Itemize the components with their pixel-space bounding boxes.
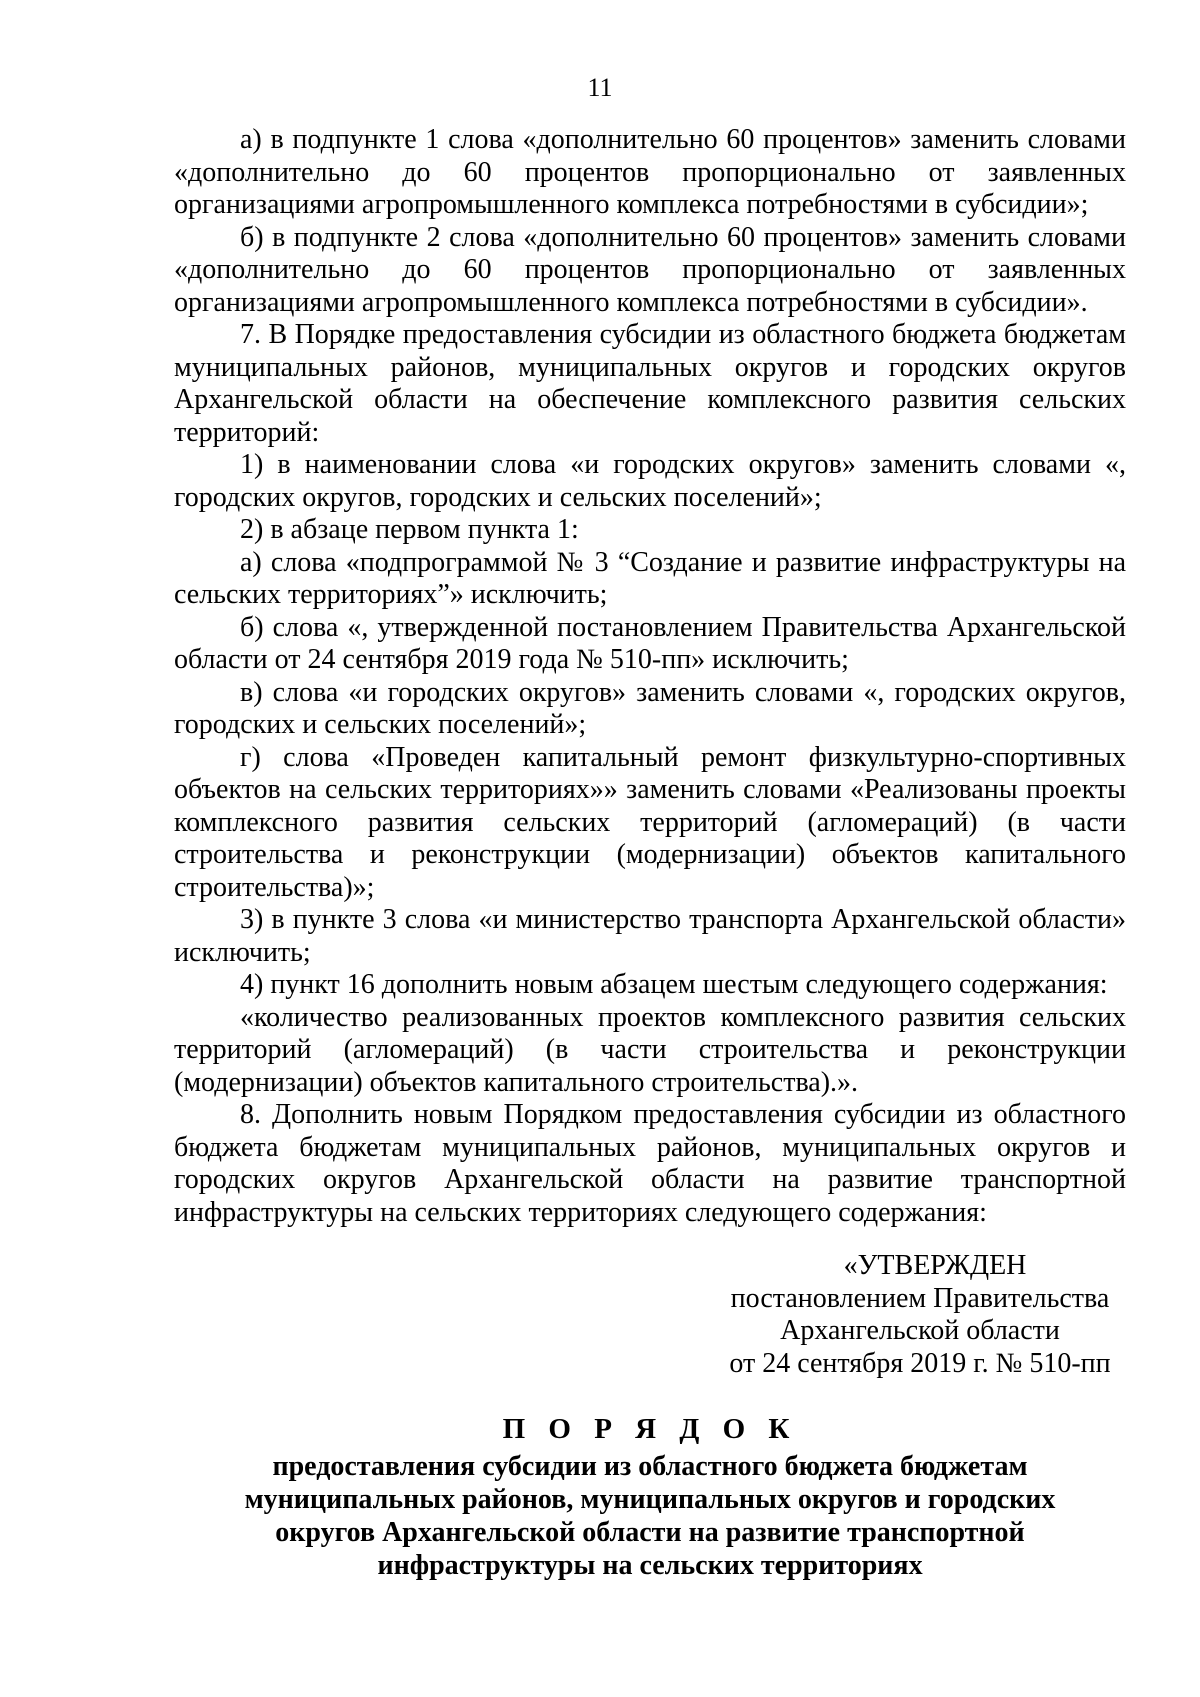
paragraph-subitem-4: 4) пункт 16 дополнить новым абзацем шестым следующего содержания: xyxy=(240,969,1108,1000)
paragraph-amendment-b: б) в подпункте 2 слова «дополнительно 60 процентов» заменить словами «дополнительно до 60 процентов пропорционально от заявленных организациями агропромышленного комплекса потребностями в субсидии». xyxy=(174,221,1126,318)
order-subtitle-line-4: инфраструктуры на сельских территориях xyxy=(377,1550,923,1581)
order-subtitle-line-3: округов Архангельской области на развитие транспортной xyxy=(275,1517,1025,1548)
paragraph-item-8: 8. Дополнить новым Порядком предоставления субсидии из областного бюджета бюджетам муниципальных районов, муниципальных округов и городских округов Архангельской области на развитие транспортной инфраструктуры на сельских территориях следующего содержания: xyxy=(174,1099,1126,1228)
paragraph-subitem-2a: а) слова «подпрограммой № 3 “Создание и развитие инфраструктуры на сельских территориях”» исключить; xyxy=(174,546,1126,610)
approval-line-resolution: постановлением Правительства xyxy=(730,1282,1110,1314)
page-number: 11 xyxy=(587,73,613,102)
paragraph-subitem-2b: б) слова «, утвержденной постановлением Правительства Архангельской области от 24 сентября 2019 года № 510-пп» исключить; xyxy=(174,611,1126,675)
paragraph-subitem-1: 1) в наименовании слова «и городских округов» заменить словами «, городских округов, городских и сельских поселений»; xyxy=(174,449,1126,513)
paragraph-subitem-2: 2) в абзаце первом пункта 1: xyxy=(240,514,579,545)
paragraph-item-7: 7. В Порядке предоставления субсидии из областного бюджета бюджетам муниципальных районов, муниципальных округов и городских округов Архангельской области на обеспечение комплексного развития сельских территорий: xyxy=(174,319,1126,448)
approval-stamp-block xyxy=(700,1250,1140,1380)
paragraph-subitem-2g: г) слова «Проведен капитальный ремонт физкультурно-спортивных объектов на сельских территориях»» заменить словами «Реализованы проекты комплексного развития сельских территорий (агломераций) (в части строительства и реконструкции (модернизации) объектов капитального строительства)»; xyxy=(174,741,1126,903)
order-title-block xyxy=(174,1412,1126,1582)
approval-line-date-number: от 24 сентября 2019 г. № 510-пп xyxy=(729,1347,1111,1379)
approval-line-region: Архангельской области xyxy=(780,1315,1060,1346)
paragraph-amendment-a: а) в подпункте 1 слова «дополнительно 60 процентов» заменить словами «дополнительно до 60 процентов пропорционально от заявленных организациями агропромышленного комплекса потребностями в субсидии»; xyxy=(174,124,1126,220)
order-subtitle-line-1: предоставления субсидии из областного бюджета бюджетам xyxy=(272,1451,1028,1482)
document-body xyxy=(174,124,1126,1229)
approval-line-approved: «УТВЕРЖДЕН xyxy=(843,1250,1027,1281)
paragraph-subitem-3: 3) в пункте 3 слова «и министерство транспорта Архангельской области» исключить; xyxy=(174,904,1126,968)
order-heading: П О Р Я Д О К xyxy=(502,1413,798,1445)
order-subtitle-line-2: муниципальных районов, муниципальных округов и городских xyxy=(244,1484,1056,1515)
paragraph-quoted-indicator: «количество реализованных проектов комплексного развития сельских территорий (агломераций) (в части строительства и реконструкции (модернизации) объектов капитального строительства).». xyxy=(174,1001,1126,1098)
paragraph-subitem-2v: в) слова «и городских округов» заменить словами «, городских округов, городских и сельских поселений»; xyxy=(174,676,1126,740)
